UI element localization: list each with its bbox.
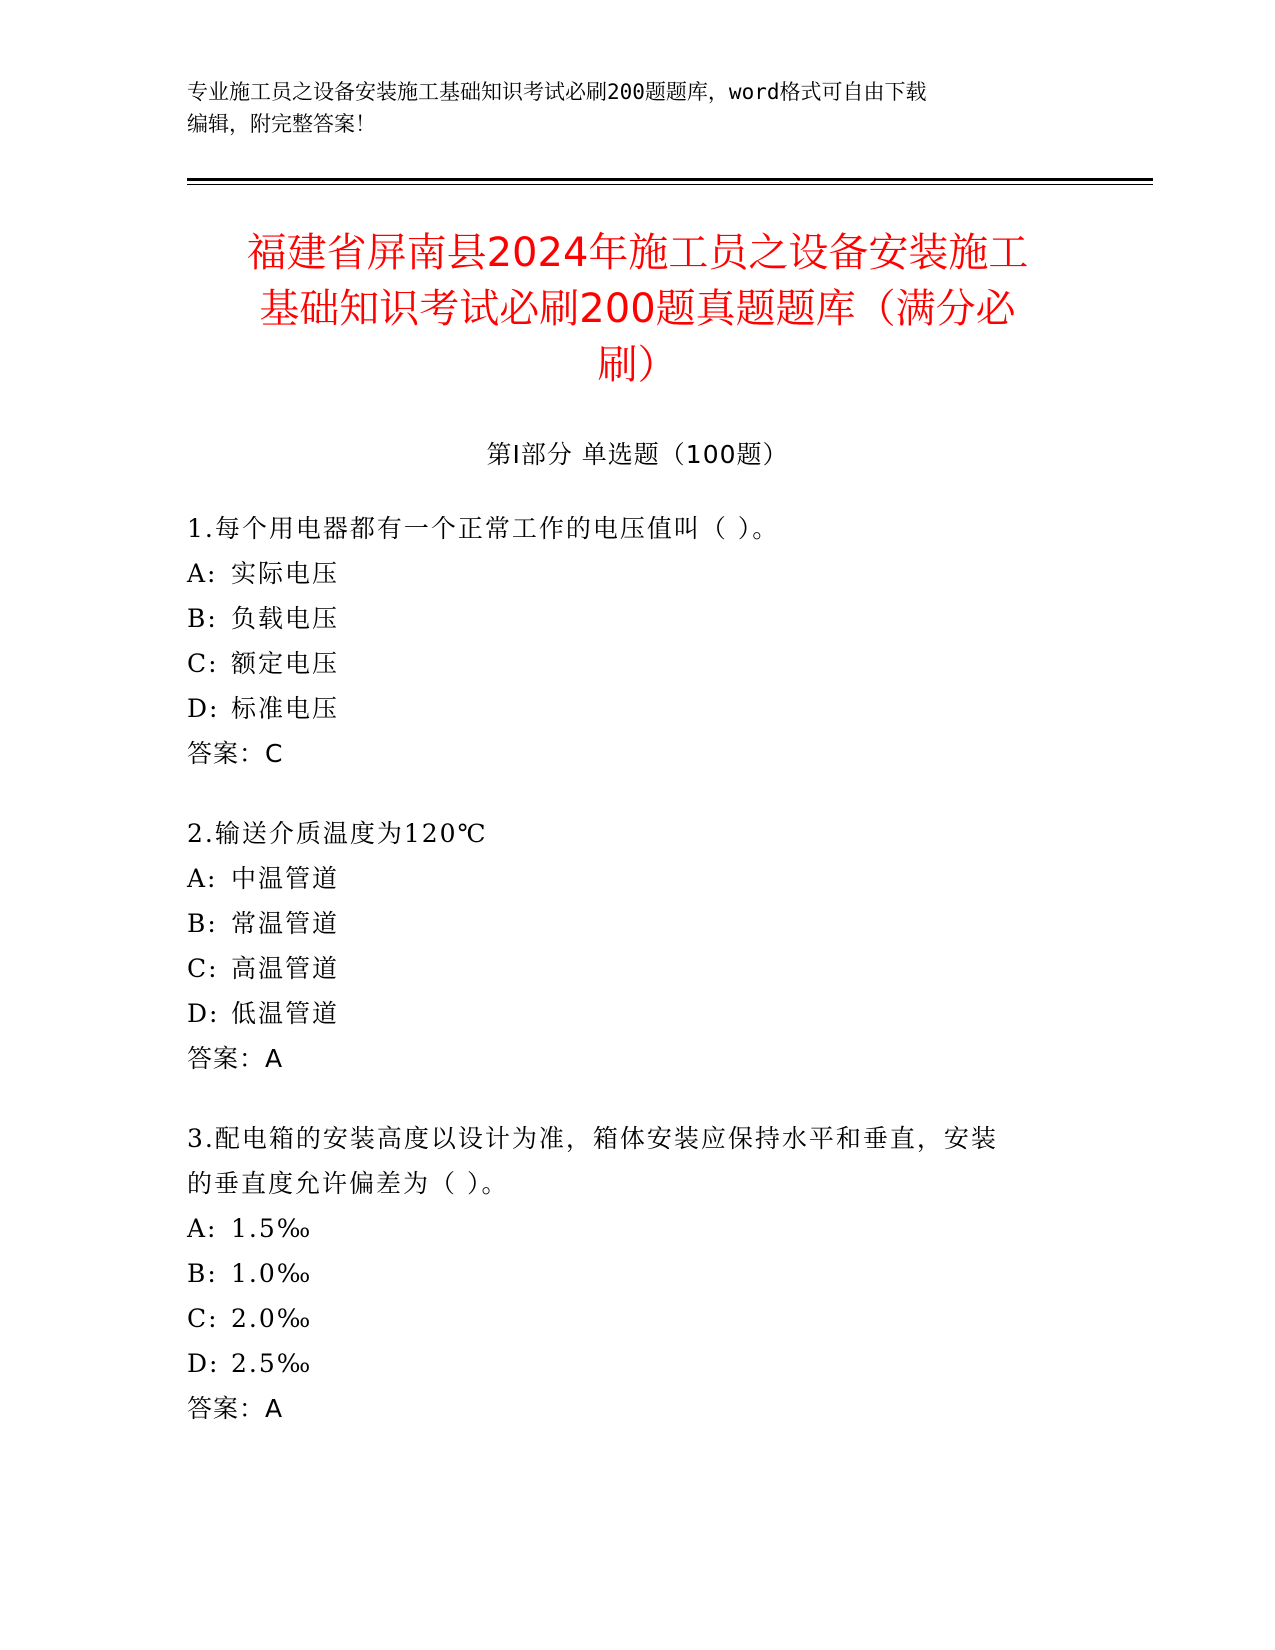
option-text: 1.5‰: [231, 1214, 313, 1243]
option-letter: C:: [187, 649, 219, 678]
option-text: 实际电压: [231, 559, 340, 588]
option-text: 负载电压: [231, 604, 340, 633]
option-letter: A:: [187, 864, 218, 893]
question-stem: 3.配电箱的安装高度以设计为准，箱体安装应保持水平和垂直，安装: [187, 1124, 998, 1153]
option-c: [187, 641, 1087, 686]
option-letter: A:: [187, 1214, 218, 1243]
question-stem: 2.输送介质温度为120℃: [187, 819, 488, 848]
option-text: 1.0‰: [231, 1259, 313, 1288]
answer-line: 答案：C: [187, 739, 284, 768]
question-block: [187, 1116, 1087, 1431]
option-d: [187, 991, 1087, 1036]
question-block: [187, 811, 1087, 1081]
question-stem: 1.每个用电器都有一个正常工作的电压值叫（ ）。: [187, 514, 780, 543]
option-b: [187, 596, 1087, 641]
option-letter: B:: [187, 909, 218, 938]
question-block: [187, 506, 1087, 776]
option-a: [187, 551, 1087, 596]
option-text: 2.5‰: [231, 1349, 313, 1378]
option-letter: B:: [187, 1259, 218, 1288]
option-letter: D:: [187, 999, 220, 1028]
option-text: 标准电压: [231, 694, 340, 723]
option-a: [187, 856, 1087, 901]
option-letter: C:: [187, 954, 219, 983]
answer-line: 答案：A: [187, 1394, 284, 1423]
document-title-line: 福建省屏南县2024年施工员之设备安装施工: [246, 230, 1029, 276]
option-c: [187, 946, 1087, 991]
option-letter: A:: [187, 559, 218, 588]
option-text: 2.0‰: [231, 1304, 313, 1333]
divider-thick: [187, 178, 1153, 181]
header-note: [187, 76, 1087, 140]
option-text: 额定电压: [231, 649, 340, 678]
option-d: [187, 686, 1087, 731]
answer-line: 答案：A: [187, 1044, 284, 1073]
option-letter: B:: [187, 604, 218, 633]
divider-thin: [187, 184, 1153, 185]
question-stem: 的垂直度允许偏差为（ ）。: [187, 1169, 509, 1198]
document-title-line: 刷）: [597, 342, 678, 388]
document-title: [150, 225, 1125, 393]
option-text: 高温管道: [231, 954, 340, 983]
document-title-line: 基础知识考试必刷200题真题题库（满分必: [259, 286, 1016, 332]
option-letter: D:: [187, 694, 220, 723]
header-note-line: 编辑，附完整答案！: [187, 112, 376, 136]
option-b: [187, 901, 1087, 946]
header-note-line: 专业施工员之设备安装施工基础知识考试必刷200题题库，word格式可自由下载: [187, 80, 927, 104]
option-text: 常温管道: [231, 909, 340, 938]
option-letter: D:: [187, 1349, 220, 1378]
option-text: 中温管道: [231, 864, 340, 893]
option-a: [187, 1206, 1087, 1251]
option-d: [187, 1341, 1087, 1386]
option-b: [187, 1251, 1087, 1296]
section-heading: 第I部分 单选题（100题）: [486, 440, 789, 469]
option-c: [187, 1296, 1087, 1341]
option-text: 低温管道: [231, 999, 340, 1028]
option-letter: C:: [187, 1304, 219, 1333]
